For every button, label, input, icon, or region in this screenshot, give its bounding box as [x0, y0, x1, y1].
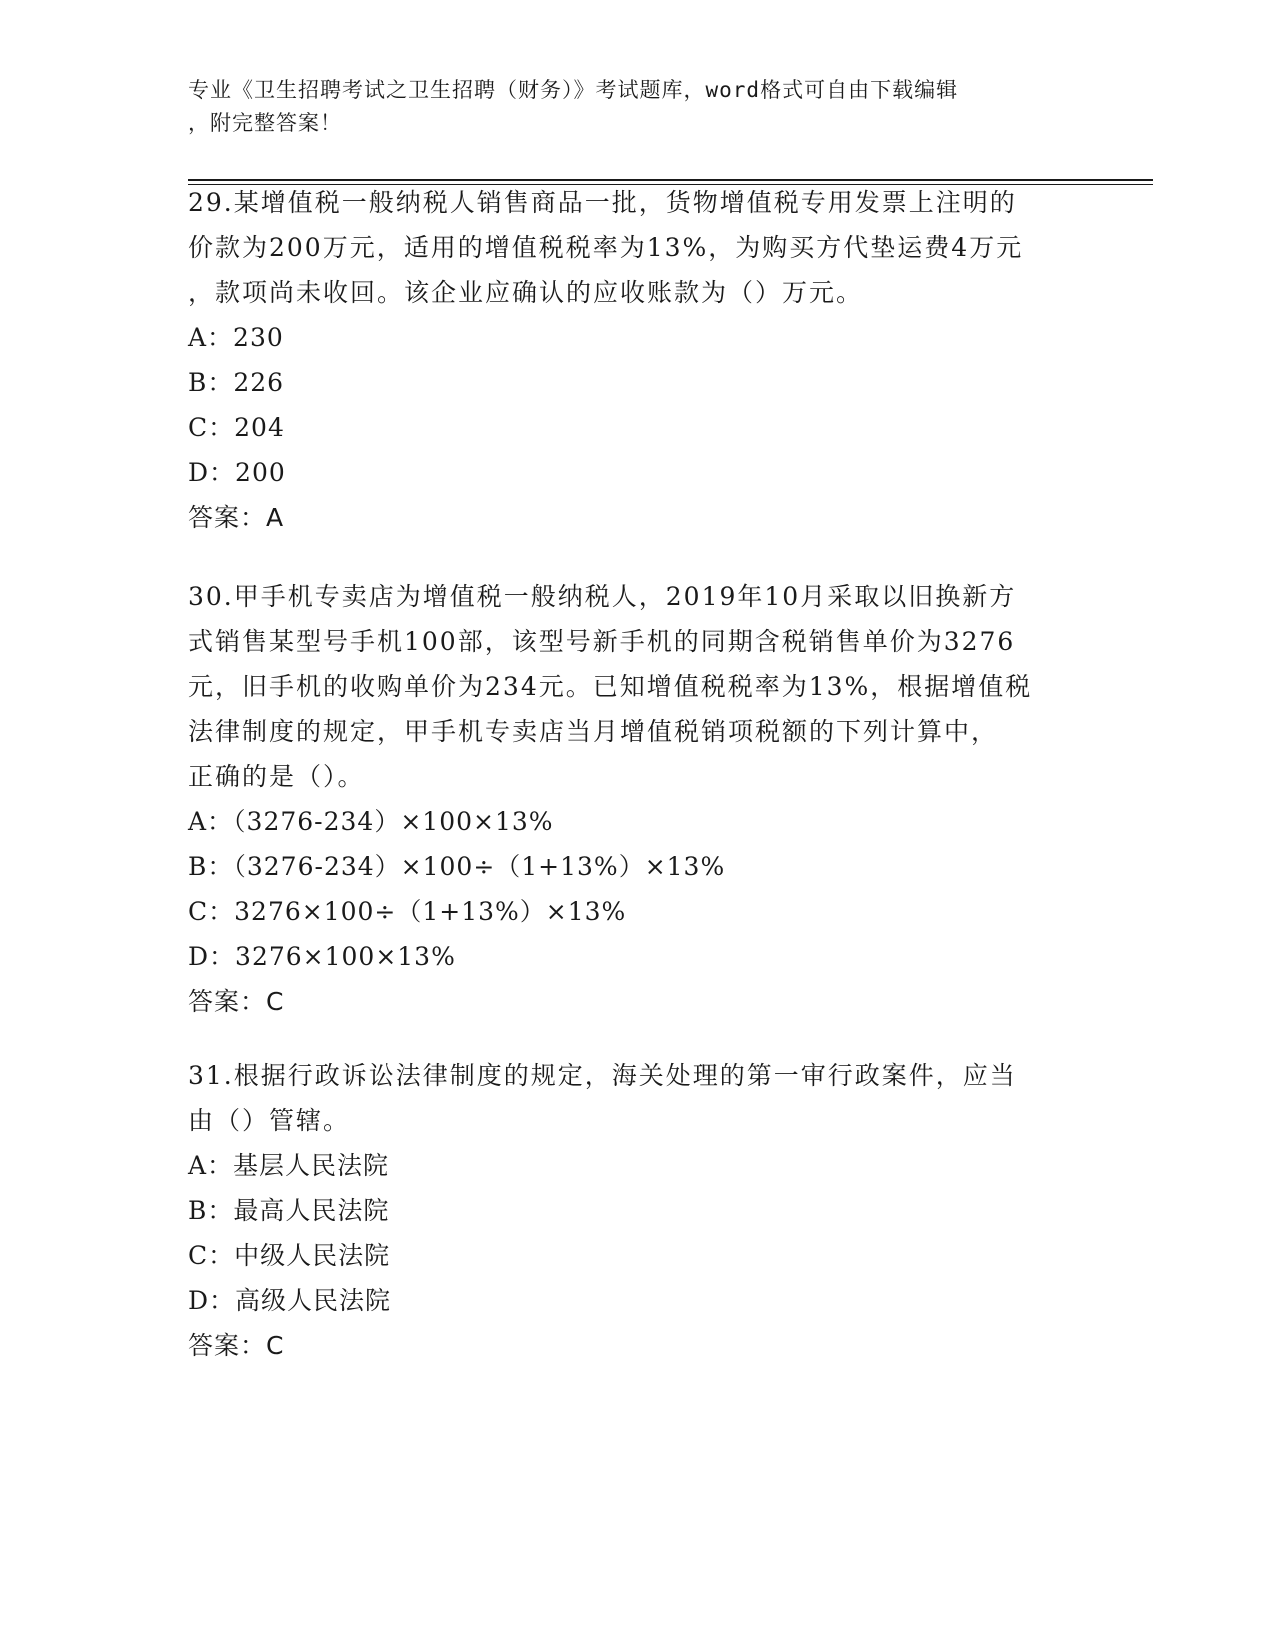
option-a: A：基层人民法院 [188, 1151, 390, 1180]
question-30 [188, 574, 1088, 1024]
question-text-line: 31.根据行政诉讼法律制度的规定，海关处理的第一审行政案件，应当 [188, 1061, 1017, 1090]
question-29 [188, 180, 1088, 540]
option-a: A：（3276-234）×100×13% [188, 807, 554, 836]
question-text-line: 由（）管辖。 [188, 1106, 351, 1135]
question-text-line: 式销售某型号手机100部，该型号新手机的同期含税销售单价为3276 [188, 627, 1016, 656]
option-d: D：200 [188, 458, 286, 487]
option-b: B：226 [188, 368, 285, 397]
option-c: C：3276×100÷（1+13%）×13% [188, 897, 627, 926]
answer: 答案：C [188, 1331, 285, 1360]
question-text-line: 价款为200万元，适用的增值税税率为13%，为购买方代垫运费4万元 [188, 233, 1024, 262]
document-header [188, 74, 1068, 140]
question-31 [188, 1053, 1088, 1368]
question-text-line: 30.甲手机专卖店为增值税一般纳税人，2019年10月采取以旧换新方 [188, 582, 1017, 611]
option-b: B：（3276-234）×100÷（1+13%）×13% [188, 852, 726, 881]
option-d: D：3276×100×13% [188, 942, 456, 971]
header-line-2: ，附完整答案！ [188, 111, 342, 135]
question-text-line: ，款项尚未收回。该企业应确认的应收账款为（）万元。 [188, 278, 864, 307]
option-a: A：230 [188, 323, 284, 352]
option-c: C：中级人民法院 [188, 1241, 391, 1270]
option-b: B：最高人民法院 [188, 1196, 390, 1225]
question-text-line: 29.某增值税一般纳税人销售商品一批，货物增值税专用发票上注明的 [188, 188, 1017, 217]
answer: 答案：A [188, 503, 285, 532]
question-text-line: 正确的是（）。 [188, 762, 365, 791]
option-d: D：高级人民法院 [188, 1286, 392, 1315]
header-line-1: 专业《卫生招聘考试之卫生招聘（财务）》考试题库，word格式可自由下载编辑 [188, 78, 959, 102]
option-c: C：204 [188, 413, 285, 442]
question-text-line: 元，旧手机的收购单价为234元。已知增值税税率为13%，根据增值税 [188, 672, 1033, 701]
answer: 答案：C [188, 987, 285, 1016]
question-text-line: 法律制度的规定，甲手机专卖店当月增值税销项税额的下列计算中， [188, 717, 999, 746]
